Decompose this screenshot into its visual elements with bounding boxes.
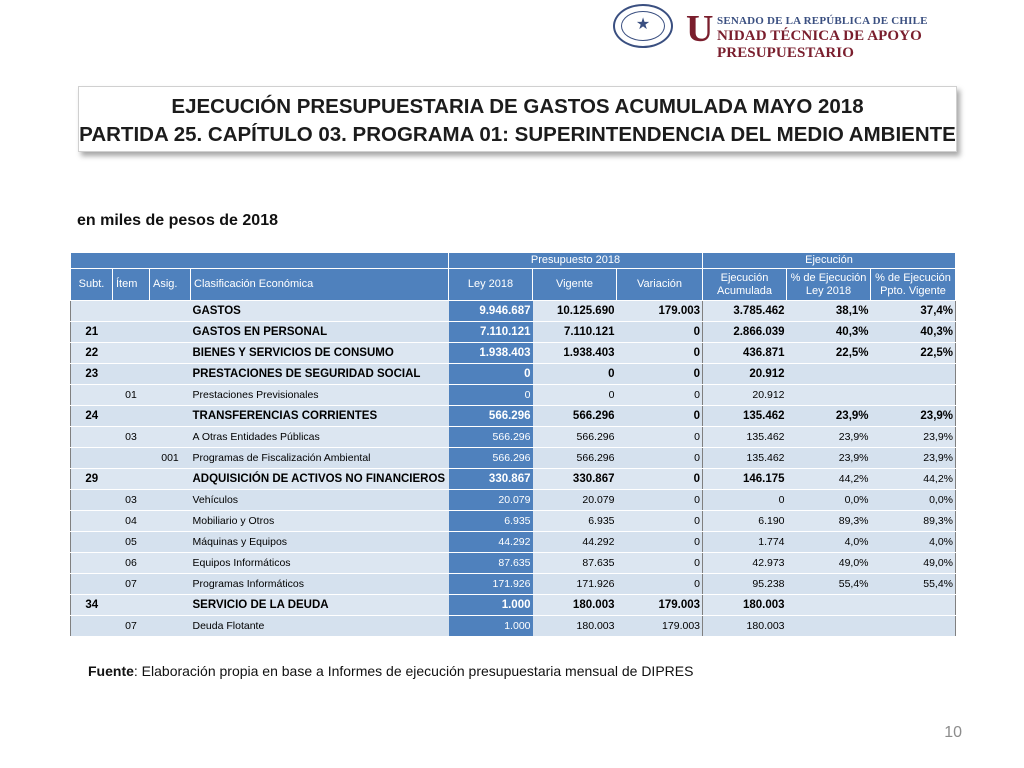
table-column-header-row bbox=[71, 269, 956, 301]
cell-subt bbox=[71, 574, 113, 595]
cell-subt: 21 bbox=[71, 322, 113, 343]
cell-pct-vig: 37,4% bbox=[871, 301, 956, 322]
table-row bbox=[71, 343, 956, 364]
cell-pct-vig: 55,4% bbox=[871, 574, 956, 595]
cell-pct-vig: 89,3% bbox=[871, 511, 956, 532]
cell-ley: 87.635 bbox=[449, 553, 533, 574]
col-asig: Asig. bbox=[150, 269, 191, 301]
cell-variacion: 0 bbox=[617, 385, 703, 406]
cell-ley: 6.935 bbox=[449, 511, 533, 532]
cell-vigente: 330.867 bbox=[533, 469, 617, 490]
cell-ley: 0 bbox=[449, 385, 533, 406]
col-ejec-acum: Ejecución Acumulada bbox=[703, 269, 787, 301]
cell-clasificacion: Programas Informáticos bbox=[191, 574, 449, 595]
cell-ley: 44.292 bbox=[449, 532, 533, 553]
cell-vigente: 0 bbox=[533, 364, 617, 385]
cell-asig bbox=[150, 406, 191, 427]
cell-vigente: 20.079 bbox=[533, 490, 617, 511]
budget-execution-table bbox=[70, 252, 956, 637]
cell-subt bbox=[71, 616, 113, 637]
cell-clasificacion: PRESTACIONES DE SEGURIDAD SOCIAL bbox=[191, 364, 449, 385]
cell-ejec-acum: 180.003 bbox=[703, 616, 787, 637]
cell-ejec-acum: 135.462 bbox=[703, 448, 787, 469]
cell-asig bbox=[150, 511, 191, 532]
table-body bbox=[71, 301, 956, 637]
cell-ley: 171.926 bbox=[449, 574, 533, 595]
cell-asig bbox=[150, 490, 191, 511]
cell-subt: 22 bbox=[71, 343, 113, 364]
table-row bbox=[71, 595, 956, 616]
cell-pct-vig bbox=[871, 364, 956, 385]
cell-vigente: 87.635 bbox=[533, 553, 617, 574]
units-note: en miles de pesos de 2018 bbox=[77, 212, 278, 229]
col-subt: Subt. bbox=[71, 269, 113, 301]
cell-clasificacion: Prestaciones Previsionales bbox=[191, 385, 449, 406]
cell-ley: 1.000 bbox=[449, 616, 533, 637]
col-vigente: Vigente bbox=[533, 269, 617, 301]
cell-ejec-acum: 146.175 bbox=[703, 469, 787, 490]
cell-asig bbox=[150, 553, 191, 574]
cell-subt bbox=[71, 553, 113, 574]
cell-asig bbox=[150, 364, 191, 385]
cell-ejec-acum: 2.866.039 bbox=[703, 322, 787, 343]
brand-initial: U bbox=[686, 8, 714, 50]
cell-clasificacion: Equipos Informáticos bbox=[191, 553, 449, 574]
cell-item bbox=[113, 322, 150, 343]
cell-clasificacion: Mobiliario y Otros bbox=[191, 511, 449, 532]
cell-clasificacion: Deuda Flotante bbox=[191, 616, 449, 637]
cell-item bbox=[113, 448, 150, 469]
cell-pct-ley: 4,0% bbox=[787, 532, 871, 553]
table-row bbox=[71, 427, 956, 448]
cell-pct-vig bbox=[871, 595, 956, 616]
cell-variacion: 0 bbox=[617, 511, 703, 532]
cell-subt bbox=[71, 427, 113, 448]
cell-pct-ley: 40,3% bbox=[787, 322, 871, 343]
cell-ejec-acum: 135.462 bbox=[703, 427, 787, 448]
cell-asig bbox=[150, 595, 191, 616]
table-row bbox=[71, 490, 956, 511]
star-icon: ★ bbox=[635, 16, 651, 33]
cell-asig bbox=[150, 322, 191, 343]
col-ley: Ley 2018 bbox=[449, 269, 533, 301]
cell-item bbox=[113, 364, 150, 385]
source-label: Fuente bbox=[88, 663, 134, 679]
cell-ejec-acum: 180.003 bbox=[703, 595, 787, 616]
table-row bbox=[71, 322, 956, 343]
cell-pct-ley: 49,0% bbox=[787, 553, 871, 574]
cell-asig bbox=[150, 343, 191, 364]
cell-vigente: 44.292 bbox=[533, 532, 617, 553]
cell-ley: 1.000 bbox=[449, 595, 533, 616]
col-pct-ley: % de Ejecución Ley 2018 bbox=[787, 269, 871, 301]
cell-vigente: 7.110.121 bbox=[533, 322, 617, 343]
table-row bbox=[71, 385, 956, 406]
cell-clasificacion: ADQUISICIÓN DE ACTIVOS NO FINANCIEROS bbox=[191, 469, 449, 490]
cell-pct-vig: 49,0% bbox=[871, 553, 956, 574]
cell-asig bbox=[150, 616, 191, 637]
cell-item: 04 bbox=[113, 511, 150, 532]
cell-pct-ley: 0,0% bbox=[787, 490, 871, 511]
page-title: EJECUCIÓN PRESUPUESTARIA DE GASTOS ACUMULADA MAYO 2018 bbox=[171, 95, 864, 118]
cell-ejec-acum: 6.190 bbox=[703, 511, 787, 532]
cell-ejec-acum: 1.774 bbox=[703, 532, 787, 553]
header-blank bbox=[71, 253, 449, 269]
cell-vigente: 171.926 bbox=[533, 574, 617, 595]
cell-variacion: 0 bbox=[617, 574, 703, 595]
cell-pct-ley: 89,3% bbox=[787, 511, 871, 532]
cell-item: 06 bbox=[113, 553, 150, 574]
cell-pct-vig: 40,3% bbox=[871, 322, 956, 343]
cell-ejec-acum: 3.785.462 bbox=[703, 301, 787, 322]
table-row bbox=[71, 532, 956, 553]
cell-item bbox=[113, 343, 150, 364]
cell-pct-ley: 22,5% bbox=[787, 343, 871, 364]
cell-variacion: 179.003 bbox=[617, 301, 703, 322]
cell-ley: 566.296 bbox=[449, 427, 533, 448]
cell-item bbox=[113, 469, 150, 490]
source-text: : Elaboración propia en base a Informes de ejecución presupuestaria mensual de DIPRES bbox=[133, 663, 694, 679]
cell-ejec-acum: 95.238 bbox=[703, 574, 787, 595]
cell-clasificacion: A Otras Entidades Públicas bbox=[191, 427, 449, 448]
cell-pct-vig: 0,0% bbox=[871, 490, 956, 511]
cell-subt bbox=[71, 490, 113, 511]
cell-variacion: 0 bbox=[617, 322, 703, 343]
cell-item bbox=[113, 301, 150, 322]
cell-pct-ley: 23,9% bbox=[787, 406, 871, 427]
source-note bbox=[88, 663, 693, 679]
cell-subt: 23 bbox=[71, 364, 113, 385]
cell-item bbox=[113, 595, 150, 616]
cell-ejec-acum: 436.871 bbox=[703, 343, 787, 364]
table-row bbox=[71, 469, 956, 490]
page-subtitle-program: PARTIDA 25. CAPÍTULO 03. PROGRAMA 01: SUPERINTENDENCIA DEL MEDIO AMBIENTE bbox=[79, 123, 956, 146]
cell-item: 07 bbox=[113, 616, 150, 637]
page-number: 10 bbox=[944, 724, 962, 741]
cell-item: 05 bbox=[113, 532, 150, 553]
cell-pct-vig: 44,2% bbox=[871, 469, 956, 490]
table-row bbox=[71, 301, 956, 322]
brand-unit-name: NIDAD TÉCNICA DE APOYO PRESUPUESTARIO bbox=[717, 28, 922, 61]
header-presupuesto: Presupuesto 2018 bbox=[449, 253, 703, 269]
cell-pct-vig: 23,9% bbox=[871, 406, 956, 427]
cell-asig bbox=[150, 427, 191, 448]
cell-pct-vig: 4,0% bbox=[871, 532, 956, 553]
cell-pct-ley: 38,1% bbox=[787, 301, 871, 322]
cell-item bbox=[113, 406, 150, 427]
cell-item: 03 bbox=[113, 427, 150, 448]
cell-item: 01 bbox=[113, 385, 150, 406]
cell-subt bbox=[71, 532, 113, 553]
cell-ley: 1.938.403 bbox=[449, 343, 533, 364]
cell-subt bbox=[71, 511, 113, 532]
cell-clasificacion: Programas de Fiscalización Ambiental bbox=[191, 448, 449, 469]
cell-vigente: 10.125.690 bbox=[533, 301, 617, 322]
cell-pct-ley bbox=[787, 595, 871, 616]
cell-vigente: 180.003 bbox=[533, 595, 617, 616]
cell-pct-vig: 23,9% bbox=[871, 427, 956, 448]
cell-clasificacion: TRANSFERENCIAS CORRIENTES bbox=[191, 406, 449, 427]
table-row bbox=[71, 448, 956, 469]
cell-subt: 24 bbox=[71, 406, 113, 427]
cell-vigente: 180.003 bbox=[533, 616, 617, 637]
cell-variacion: 0 bbox=[617, 553, 703, 574]
cell-subt: 34 bbox=[71, 595, 113, 616]
col-item: Ítem bbox=[113, 269, 150, 301]
cell-ley: 20.079 bbox=[449, 490, 533, 511]
cell-variacion: 0 bbox=[617, 406, 703, 427]
cell-clasificacion: Máquinas y Equipos bbox=[191, 532, 449, 553]
cell-ley: 330.867 bbox=[449, 469, 533, 490]
cell-variacion: 0 bbox=[617, 364, 703, 385]
cell-vigente: 6.935 bbox=[533, 511, 617, 532]
cell-pct-ley bbox=[787, 616, 871, 637]
cell-asig: 001 bbox=[150, 448, 191, 469]
cell-ejec-acum: 42.973 bbox=[703, 553, 787, 574]
table-group-header-row bbox=[71, 253, 956, 269]
cell-vigente: 566.296 bbox=[533, 448, 617, 469]
cell-ejec-acum: 135.462 bbox=[703, 406, 787, 427]
cell-variacion: 0 bbox=[617, 469, 703, 490]
cell-variacion: 179.003 bbox=[617, 595, 703, 616]
cell-ejec-acum: 20.912 bbox=[703, 364, 787, 385]
cell-pct-ley: 23,9% bbox=[787, 427, 871, 448]
cell-subt bbox=[71, 385, 113, 406]
cell-pct-vig bbox=[871, 616, 956, 637]
cell-pct-vig: 22,5% bbox=[871, 343, 956, 364]
cell-asig bbox=[150, 532, 191, 553]
cell-clasificacion: Vehículos bbox=[191, 490, 449, 511]
cell-pct-ley: 23,9% bbox=[787, 448, 871, 469]
cell-asig bbox=[150, 385, 191, 406]
table-row bbox=[71, 553, 956, 574]
cell-vigente: 566.296 bbox=[533, 427, 617, 448]
cell-subt bbox=[71, 301, 113, 322]
cell-clasificacion: GASTOS EN PERSONAL bbox=[191, 322, 449, 343]
cell-ejec-acum: 20.912 bbox=[703, 385, 787, 406]
col-pct-vig: % de Ejecución Ppto. Vigente bbox=[871, 269, 956, 301]
cell-pct-ley: 44,2% bbox=[787, 469, 871, 490]
cell-vigente: 1.938.403 bbox=[533, 343, 617, 364]
table-row bbox=[71, 406, 956, 427]
col-variacion: Variación bbox=[617, 269, 703, 301]
cell-clasificacion: BIENES Y SERVICIOS DE CONSUMO bbox=[191, 343, 449, 364]
table-row bbox=[71, 364, 956, 385]
cell-pct-vig bbox=[871, 385, 956, 406]
cell-subt: 29 bbox=[71, 469, 113, 490]
cell-variacion: 0 bbox=[617, 448, 703, 469]
cell-asig bbox=[150, 301, 191, 322]
header-ejecucion: Ejecución bbox=[703, 253, 956, 269]
cell-subt bbox=[71, 448, 113, 469]
cell-variacion: 0 bbox=[617, 532, 703, 553]
cell-variacion: 0 bbox=[617, 427, 703, 448]
cell-variacion: 0 bbox=[617, 490, 703, 511]
title-box bbox=[78, 86, 957, 152]
cell-ejec-acum: 0 bbox=[703, 490, 787, 511]
cell-vigente: 0 bbox=[533, 385, 617, 406]
cell-variacion: 179.003 bbox=[617, 616, 703, 637]
col-clasificacion: Clasificación Económica bbox=[191, 269, 449, 301]
cell-ley: 566.296 bbox=[449, 406, 533, 427]
table-row bbox=[71, 574, 956, 595]
cell-ley: 566.296 bbox=[449, 448, 533, 469]
cell-ley: 7.110.121 bbox=[449, 322, 533, 343]
cell-pct-vig: 23,9% bbox=[871, 448, 956, 469]
cell-ley: 9.946.687 bbox=[449, 301, 533, 322]
senate-seal-logo bbox=[613, 4, 673, 48]
cell-clasificacion: SERVICIO DE LA DEUDA bbox=[191, 595, 449, 616]
cell-pct-ley: 55,4% bbox=[787, 574, 871, 595]
cell-asig bbox=[150, 574, 191, 595]
cell-asig bbox=[150, 469, 191, 490]
cell-clasificacion: GASTOS bbox=[191, 301, 449, 322]
brand-senate-name: SENADO DE LA REPÚBLICA DE CHILE bbox=[717, 15, 928, 27]
cell-pct-ley bbox=[787, 364, 871, 385]
table-row bbox=[71, 616, 956, 637]
cell-item: 03 bbox=[113, 490, 150, 511]
cell-ley: 0 bbox=[449, 364, 533, 385]
table-row bbox=[71, 511, 956, 532]
cell-item: 07 bbox=[113, 574, 150, 595]
cell-vigente: 566.296 bbox=[533, 406, 617, 427]
cell-variacion: 0 bbox=[617, 343, 703, 364]
cell-pct-ley bbox=[787, 385, 871, 406]
